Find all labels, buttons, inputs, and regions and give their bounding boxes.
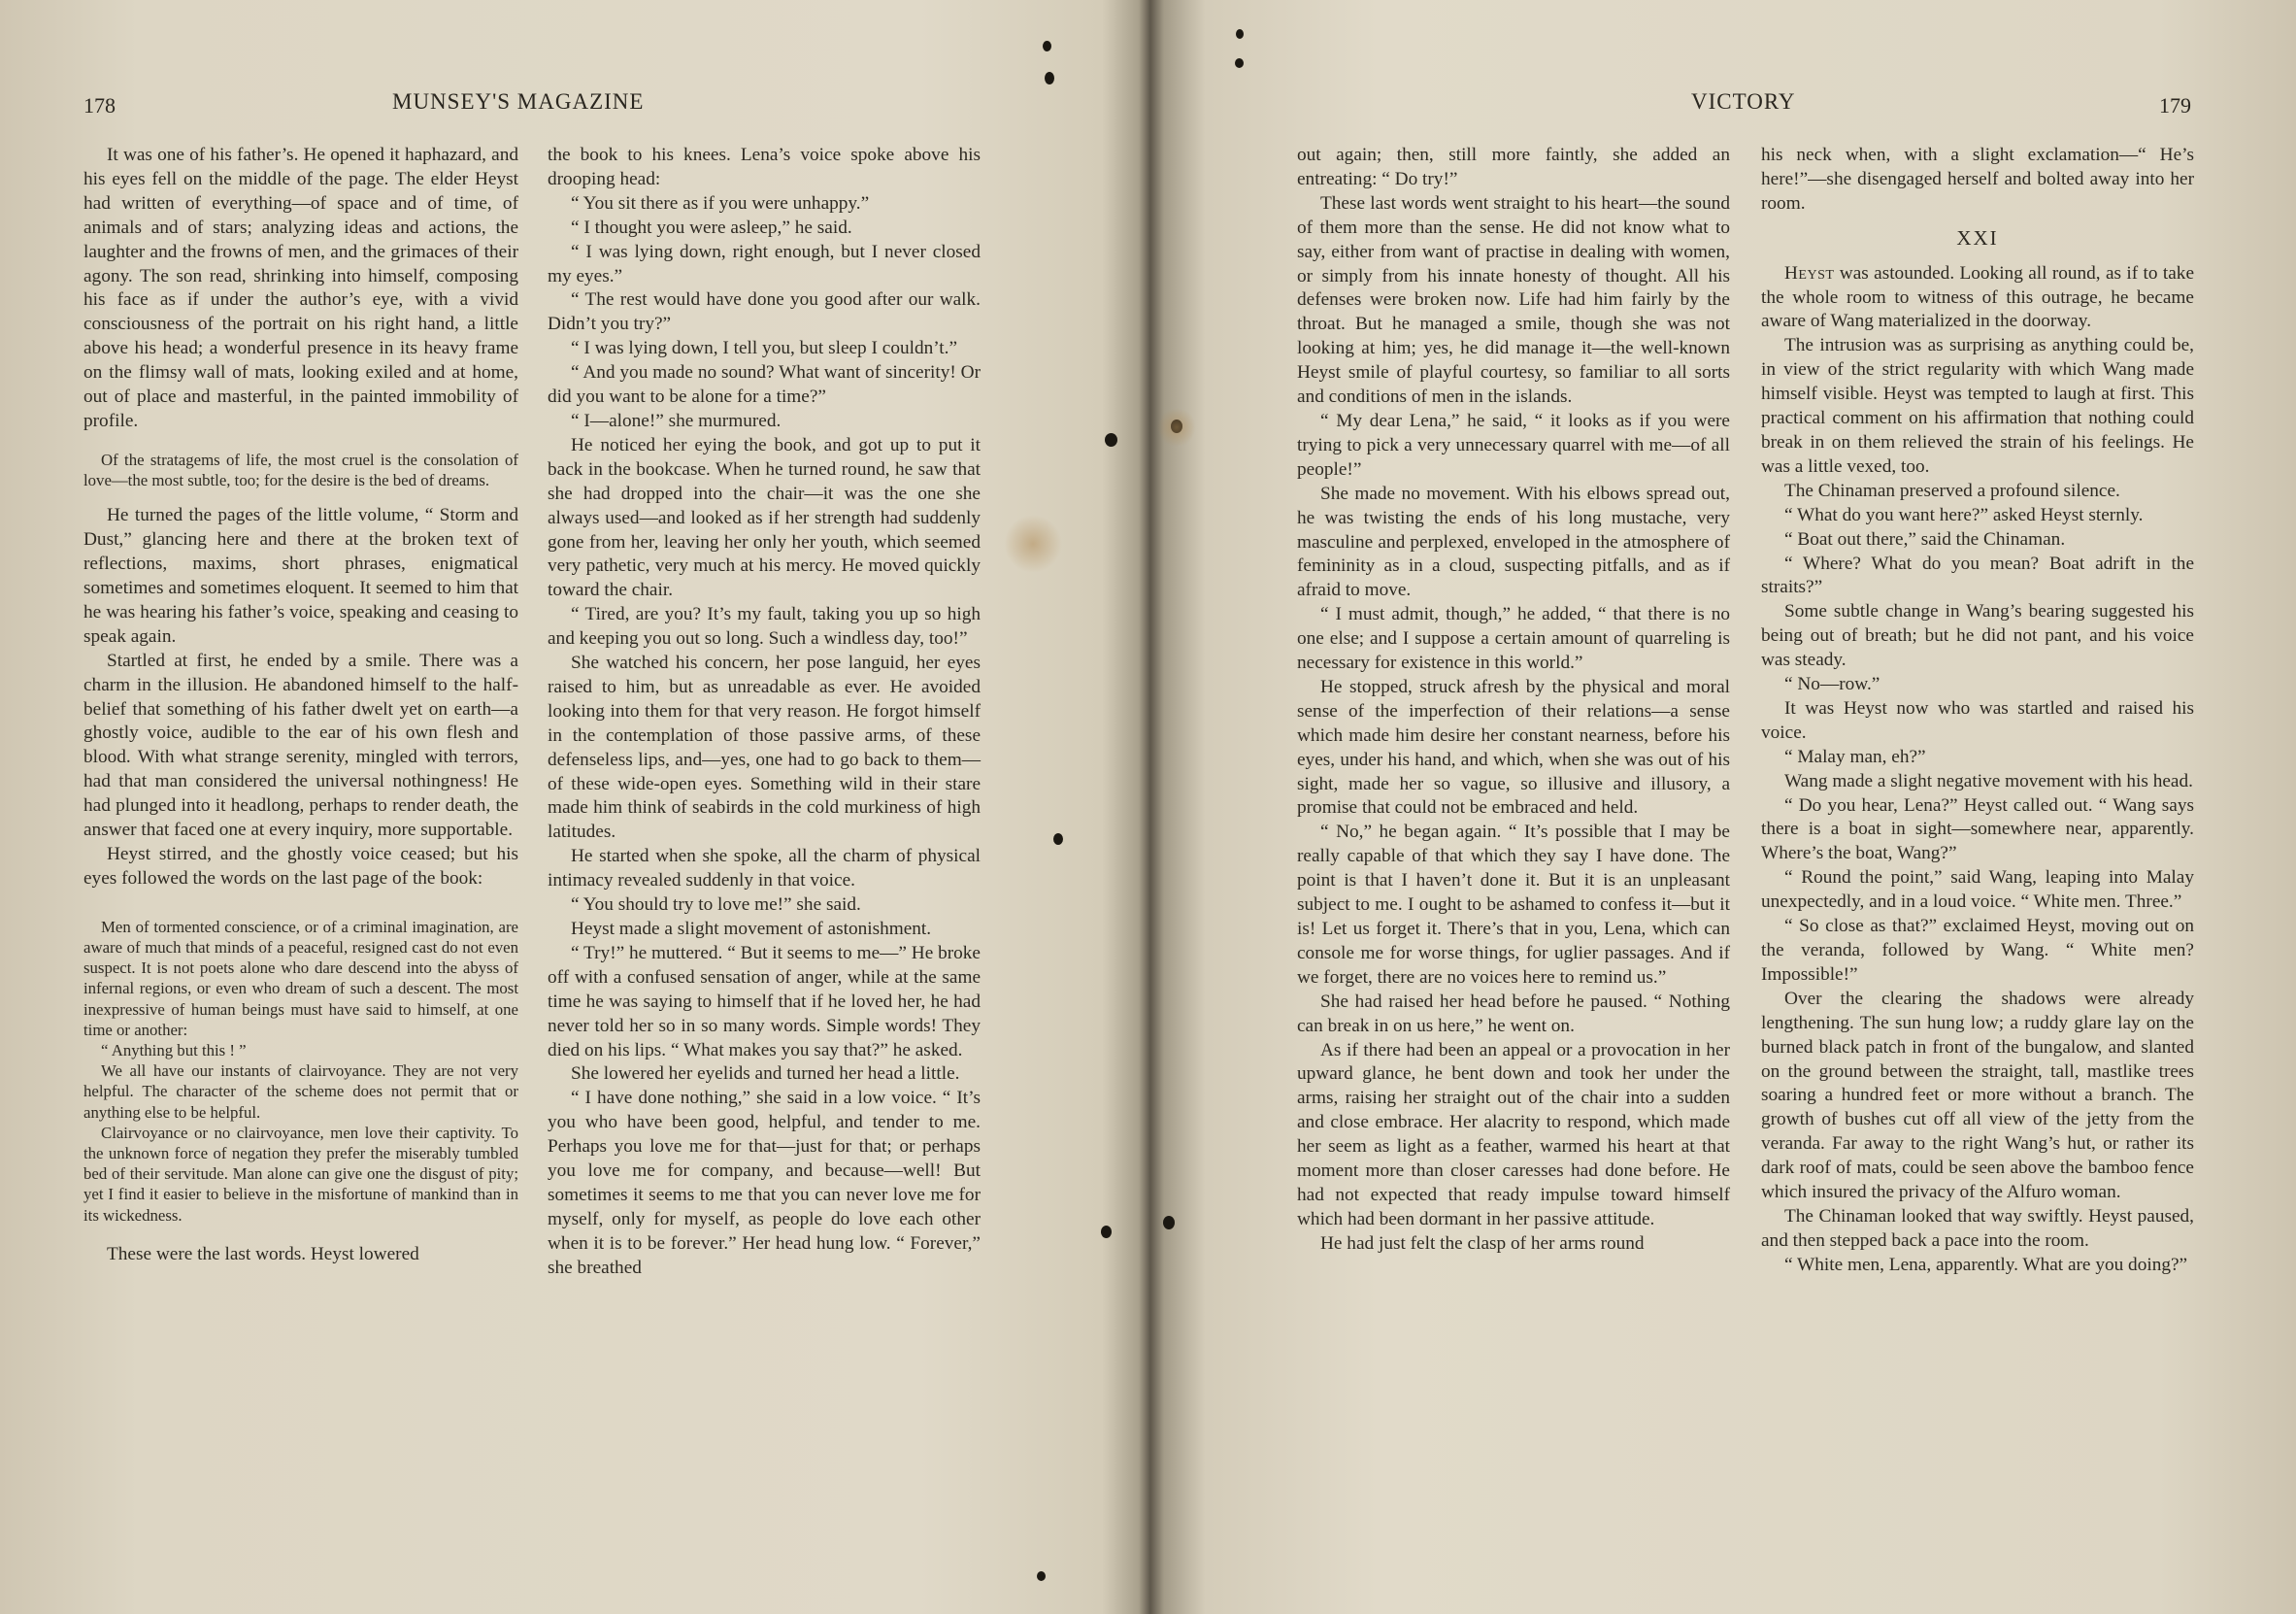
text-column bbox=[548, 144, 981, 1281]
paragraph: “ What do you want here?” asked Heyst sternly. bbox=[1784, 504, 2144, 525]
paragraph: the book to his knees. Lena’s voice spoke above his drooping head: bbox=[548, 145, 981, 189]
paragraph: He turned the pages of the little volume, “ Storm and Dust,” glancing here and there at the broken text of reflections, maxims, short phrases, enigmatical sometimes and sometimes eloquent. It seemed to him that he was hearing his father’s voice, speaking and ceasing to speak again. bbox=[83, 505, 518, 647]
book-excerpt bbox=[83, 917, 518, 1226]
paragraph: These were the last words. Heyst lowered bbox=[107, 1243, 419, 1264]
paragraph: She had raised her head before he paused. “ Nothing can break in on us here,” he went on. bbox=[1297, 991, 1730, 1036]
paragraph: The Chinaman looked that way swiftly. Heyst paused, and then stepped back a pace into the room. bbox=[1761, 1205, 2194, 1251]
paragraph: The Chinaman preserved a profound silence. bbox=[1784, 480, 2120, 501]
paragraph: “ Malay man, eh?” bbox=[1784, 746, 1926, 767]
left-page bbox=[0, 0, 1136, 1614]
excerpt-paragraph: Of the stratagems of life, the most cruel is the consolation of love—the most subtle, too; for the desire is the bed of dreams. bbox=[83, 450, 518, 490]
page-number: 179 bbox=[2159, 93, 2191, 118]
paragraph: “ Do you hear, Lena?” Heyst called out. “ Wang says there is a boat in sight—somewhere near, apparently. Where’s the boat, Wang?” bbox=[1761, 794, 2194, 864]
paragraph: “ Where? What do you mean? Boat adrift in the straits?” bbox=[1761, 553, 2194, 598]
paragraph: Over the clearing the shadows were already lengthening. The sun hung low; a ruddy glare lay on the burned black patch in front of the bungalow, and slanted on the ground between the straight, tall, mastlike trees soaring a hundred feet or more without a branch. The growth of bushes cut off all view of the jetty from the veranda. Far away to the right Wang’s hut, or rather its dark roof of mats, could be seen above the bamboo fence which insured the privacy of the Alfuro woman. bbox=[1761, 988, 2194, 1203]
paragraph: She watched his concern, her pose languid, her eyes raised to him, but as unreadable as ever. He avoided looking into them for that very reason. He forgot himself in the contemplation of those passive arms, of these defenseless lips, and—yes, one had to go back to them—of these wide-open eyes. Something wild in their stare made him think of seabirds in the cold murkiness of high latitudes. bbox=[548, 653, 981, 843]
paragraph: As if there had been an appeal or a provocation in her upward glance, he bent down and took her under the arms, raising her straight out of the chair into a sudden and close embrace. Her alacrity to respond, which made her seem as light as a feather, warmed his heart at that moment more than closer caresses had done before. He had not expected that ready impulse toward himself which had been dormant in her passive attitude. bbox=[1297, 1039, 1730, 1229]
text-column bbox=[83, 144, 518, 1267]
paragraph: “ Try!” he muttered. “ But it seems to me—” He broke off with a confused sensation of anger, while at the same time he was saying to himself that if he loved her, he had never told her so in so many words. Simple words! They died on his lips. “ What makes you say that?” he asked. bbox=[548, 942, 981, 1060]
paragraph: out again; then, still more faintly, she added an entreating: “ Do try!” bbox=[1297, 145, 1730, 189]
page-number: 178 bbox=[83, 93, 116, 118]
paragraph: He stopped, struck afresh by the physical and moral sense of the imperfection of their relations—a sense which made him desire her constant nearness, before his eyes, under his hand, and which, when she was out of his sight, made her so vague, so illusive and illusory, a promise that could not be embraced and held. bbox=[1297, 676, 1730, 819]
paragraph: “ I was lying down, I tell you, but sleep I couldn’t.” bbox=[571, 338, 958, 359]
text-column bbox=[1297, 144, 1730, 1257]
paragraph: The intrusion was as surprising as anything could be, in view of the strict regularity with which Wang made himself visible. Heyst was tempted to laugh at first. This practical comment on his affirmation that nothing could break in on them relieved the strain of his feelings. He was a little vexed, too. bbox=[1761, 335, 2194, 477]
chapter-heading: XXI bbox=[1956, 225, 1999, 250]
paragraph bbox=[1761, 262, 2194, 335]
paragraph: Some subtle change in Wang’s bearing suggested his being out of breath; but he did not pant, and his voice was steady. bbox=[1761, 601, 2194, 671]
paragraph: “ Boat out there,” said the Chinaman. bbox=[1784, 528, 2066, 550]
excerpt-paragraph: Men of tormented conscience, or of a criminal imagination, are aware of much that minds of a peaceful, resigned cast do not even suspect. It is not poets alone who dare descend into the abyss of infernal regions, or even who dream of such a descent. The most inexpressive of human beings must have said to himself, at one time or another: bbox=[83, 917, 518, 1039]
paragraph: “ You sit there as if you were unhappy.” bbox=[571, 192, 870, 214]
right-page bbox=[1161, 0, 2296, 1614]
running-head: MUNSEY'S MAGAZINE bbox=[392, 89, 645, 114]
paragraph: “ No,” he began again. “ It’s possible that I may be really capable of that which they say I have done. The point is that I haven’t done it. But it is an unpleasant subject to me. I ought to be ashamed to confess it—but it is! Let us forget it. There’s that in you, Lena, which can console me for worse things, for uglier passages. And if we forget, there are no voices here to remind us.” bbox=[1297, 822, 1730, 988]
paragraph: “ I have done nothing,” she said in a low voice. “ It’s you who have been good, helpful, and tender to me. Perhaps you love me for that—just for that; or perhaps you love me for company, and because—well! But sometimes it seems to me that you can never love me for myself, only for myself, as people do love each other when it is to be forever.” Her head hung low. “ Forever,” she breathed bbox=[548, 1088, 981, 1278]
paragraph: He had just felt the clasp of her arms round bbox=[1320, 1232, 1645, 1254]
excerpt-paragraph: Clairvoyance or no clairvoyance, men love their captivity. To the unknown force of negation they prefer the miserably tumbled bed of their servitude. Man alone can give one the disgust of pity; yet I find it easier to believe in the misfortune of mankind than in its wickedness. bbox=[83, 1123, 518, 1225]
paragraph: Heyst made a slight movement of astonishment. bbox=[571, 919, 932, 939]
paragraph: It was Heyst now who was startled and raised his voice. bbox=[1761, 697, 2194, 743]
paragraph: “ Round the point,” said Wang, leaping into Malay unexpectedly, and in a loud voice. “ White men. Three.” bbox=[1761, 867, 2194, 913]
paragraph: Heyst stirred, and the ghostly voice ceased; but his eyes followed the words on the last page of the book: bbox=[83, 843, 518, 889]
paragraph: She lowered her eyelids and turned her head a little. bbox=[571, 1063, 960, 1085]
book-excerpt bbox=[83, 450, 518, 490]
paragraph: It was one of his father’s. He opened it haphazard, and his eyes fell on the middle of the page. The elder Heyst had written of everything—of space and of time, of animals and of stars; analyzing ideas and actions, the laughter and the frowns of men, and the grimaces of their agony. The son read, shrinking into himself, composing his face as if under the author’s eye, with a vivid consciousness of the portrait on his right hand, a little above his head; a wonderful presence in its heavy frame on the flimsy wall of mats, looking exiled and at home, out of place and masterful, in the painted immobility of profile. bbox=[83, 145, 518, 431]
paragraph: “ So close as that?” exclaimed Heyst, moving out on the veranda, followed by Wang. “ White men? Impossible!” bbox=[1761, 916, 2194, 985]
paragraph: “ No—row.” bbox=[1784, 674, 1880, 695]
paragraph: “ I must admit, though,” he added, “ that there is no one else; and I suppose a certain amount of quarreling is necessary for existence in this world.” bbox=[1297, 604, 1730, 674]
paragraph: He started when she spoke, all the charm of physical intimacy revealed suddenly in that voice. bbox=[548, 846, 981, 891]
paragraph: “ My dear Lena,” he said, “ it looks as if you were trying to pick a very unnecessary quarrel with me—of all people!” bbox=[1297, 410, 1730, 480]
chapter-lead-word: Heyst bbox=[1784, 262, 1835, 284]
paragraph-text: was astounded. Looking all round, as if to take the whole room to witness of this outrage, he became aware of Wang materialized in the doorway. bbox=[1761, 262, 2194, 332]
paragraph: “ I was lying down, right enough, but I never closed my eyes.” bbox=[548, 241, 981, 286]
paragraph: Wang made a slight negative movement with his head. bbox=[1784, 770, 2193, 791]
paragraph: “ The rest would have done you good after our walk. Didn’t you try?” bbox=[548, 289, 981, 335]
paragraph: She made no movement. With his elbows spread out, he was twisting the ends of his long mustache, very masculine and perplexed, enveloped in the atmosphere of femininity as in a cloud, suspecting pitfalls, and as if afraid to move. bbox=[1297, 483, 1730, 601]
running-head: VICTORY bbox=[1691, 89, 1796, 114]
paragraph: “ I thought you were asleep,” he said. bbox=[571, 217, 852, 238]
paragraph: his neck when, with a slight exclamation—“ He’s here!”—she disengaged herself and bolted away into her room. bbox=[1761, 145, 2194, 214]
paragraph: “ Tired, are you? It’s my fault, taking you up so high and keeping you out so long. Such a windless day, too!” bbox=[548, 604, 981, 650]
paragraph: “ You should try to love me!” she said. bbox=[571, 894, 861, 916]
excerpt-paragraph: “ Anything but this ! ” bbox=[101, 1041, 247, 1059]
excerpt-paragraph: We all have our instants of clairvoyance. They are not very helpful. The character of the scheme does not permit that or anything else to be helpful. bbox=[83, 1061, 518, 1122]
paragraph: “ And you made no sound? What want of sincerity! Or did you want to be alone for a time?” bbox=[548, 362, 981, 408]
paragraph: “ White men, Lena, apparently. What are you doing?” bbox=[1784, 1254, 2188, 1275]
paragraph: He noticed her eying the book, and got up to put it back in the bookcase. When he turned round, he saw that she had dropped into the chair—it was the one she always used—and looked as if her strength had suddenly gone from her, leaving her only her youth, which seemed very pathetic, very much at his mercy. He moved quickly toward the chair. bbox=[548, 434, 981, 601]
paragraph: These last words went straight to his heart—the sound of them more than the sense. He did not know what to say, either from want of practise in dealing with women, or simply from his innate honesty of thought. All his defenses were broken now. Life had him fairly by the throat. But he managed a smile, though she was not looking at him; yes, he did manage it—the well-known Heyst smile of playful courtesy, so familiar to all sorts and conditions of men in the islands. bbox=[1297, 192, 1730, 408]
paragraph: Startled at first, he ended by a smile. There was a charm in the illusion. He abandoned himself to the half-belief that something of his father dwelt yet on earth—a ghostly voice, audible to the ear of his own flesh and blood. With what strange serenity, mingled with terrors, had that man considered the universal nothingness! He had plunged into it headlong, perhaps to render death, the answer that faced one at every inquiry, more supportable. bbox=[83, 650, 518, 841]
paragraph: “ I—alone!” she murmured. bbox=[571, 410, 782, 431]
text-column bbox=[1761, 144, 2194, 1278]
